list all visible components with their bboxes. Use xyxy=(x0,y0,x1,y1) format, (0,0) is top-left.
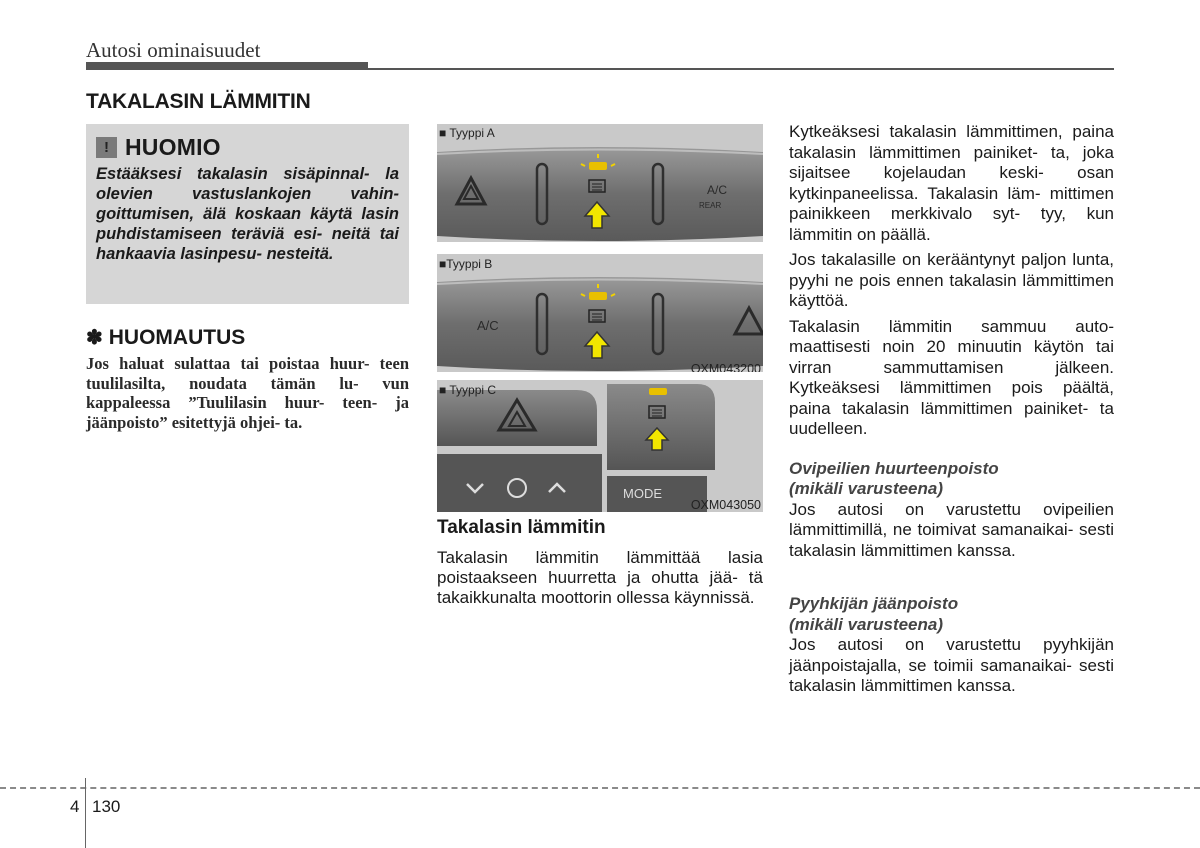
caution-text: Estääksesi takalasin sisäpinnal- la olevien vastuslankojen vahin- goittumisen, älä koskaan käytä lasin puhdistamiseen teräviä esi- neitä tai hankaavia lasinpesu- nesteitä. xyxy=(96,165,399,263)
notice-text: Jos haluat sulattaa tai poistaa huur- teen tuulilasilta, noudata tämän lu- vun kappaleessa ”Tuulilasin huur- teen- ja jäänpoisto” esitettyjä ohjei- ta. xyxy=(86,354,409,432)
mode-button-label: MODE xyxy=(623,486,662,501)
notice-header xyxy=(86,325,245,350)
footer-dashed-rule xyxy=(0,787,1200,789)
caution-title: HUOMIO xyxy=(125,134,221,160)
footer-vertical-rule xyxy=(85,778,86,848)
notice-star-icon: ✽ xyxy=(86,327,103,349)
paragraph-5: Jos autosi on varustettu pyyhkijän jäänpoistajalla, se toimii samanaikai- sesti takalasin lämmittimen kanssa. xyxy=(789,635,1114,695)
panel-type-a xyxy=(437,124,763,242)
image-code-2: OXM043050 xyxy=(690,498,761,512)
panel-type-b xyxy=(437,254,763,372)
image-code-1: OXM043200 xyxy=(690,362,761,372)
type-a-label: ■ Tyyppi A xyxy=(439,126,495,140)
caution-header xyxy=(96,134,399,161)
running-header: Autosi ominaisuudet xyxy=(86,38,261,62)
page-number: 130 xyxy=(92,797,121,816)
panel-b-illustration xyxy=(437,254,763,372)
ac-button-label: A/C xyxy=(707,183,728,197)
subheading-wiper-line-1: Pyyhkijän jäänpoisto xyxy=(789,594,959,613)
header-rule-thin xyxy=(368,68,1114,70)
notice-title: HUOMAUTUS xyxy=(108,325,246,349)
chapter-number: 4 xyxy=(70,797,80,816)
header-rule-thick xyxy=(86,62,368,70)
type-b-label: ■Tyyppi B xyxy=(439,257,493,271)
caution-box xyxy=(86,124,409,304)
paragraph-1: Kytkeäksesi takalasin lämmittimen, paina takalasin lämmittimen painiket- ta, joka sijaitsee kojelaudan keski- osan kytkinpaneelissa. Takalasin läm- mittimen painikkeen merkkivalo syt- tyy, kun lämmitin on päällä. xyxy=(789,122,1114,244)
control-panel-figure xyxy=(437,124,763,512)
figure-caption-title: Takalasin lämmitin xyxy=(437,517,606,538)
subheading-mirror-line-2: (mikäli varusteena) xyxy=(789,479,944,498)
type-c-label: ■ Tyyppi C xyxy=(439,383,497,397)
panel-type-c xyxy=(437,380,763,512)
ac-button-b-label: A/C xyxy=(477,318,499,333)
figure-caption-text: Takalasin lämmitin lämmittää lasia poistaakseen huurretta ja ohutta jää- tä takaikkunalta moottorin ollessa käynnissä. xyxy=(437,548,763,607)
subheading-wiper-deicer xyxy=(789,594,1114,635)
subheading-mirror-line-1: Ovipeilien huurteenpoisto xyxy=(789,458,999,478)
subheading-wiper-line-2: (mikäli varusteena) xyxy=(789,614,944,634)
exclamation-icon: ! xyxy=(96,137,117,158)
panel-a-ac-label xyxy=(437,124,763,242)
rear-button-label: REAR xyxy=(699,201,722,210)
paragraph-2: Jos takalasille on kerääntynyt paljon lunta, pyyhi ne pois ennen takalasin lämmittimen käyttöä. xyxy=(789,250,1114,310)
right-column xyxy=(789,122,1114,702)
paragraph-3: Takalasin lämmitin sammuu auto- maattisesti noin 20 minuutin käytön tai virran sammuttamisen jälkeen. Kytkeäksesi lämmittimen pois päältä, paina takalasin lämmittimen painiket- ta uudelleen. xyxy=(789,316,1114,438)
paragraph-4: Jos autosi on varustettu ovipeilien lämmittimillä, ne toimivat samanaikai- sesti takalasin lämmittimen kanssa. xyxy=(789,499,1114,560)
section-title: TAKALASIN LÄMMITIN xyxy=(86,90,311,113)
subheading-mirror-defrost xyxy=(789,459,1114,500)
panel-c-illustration xyxy=(437,380,763,512)
